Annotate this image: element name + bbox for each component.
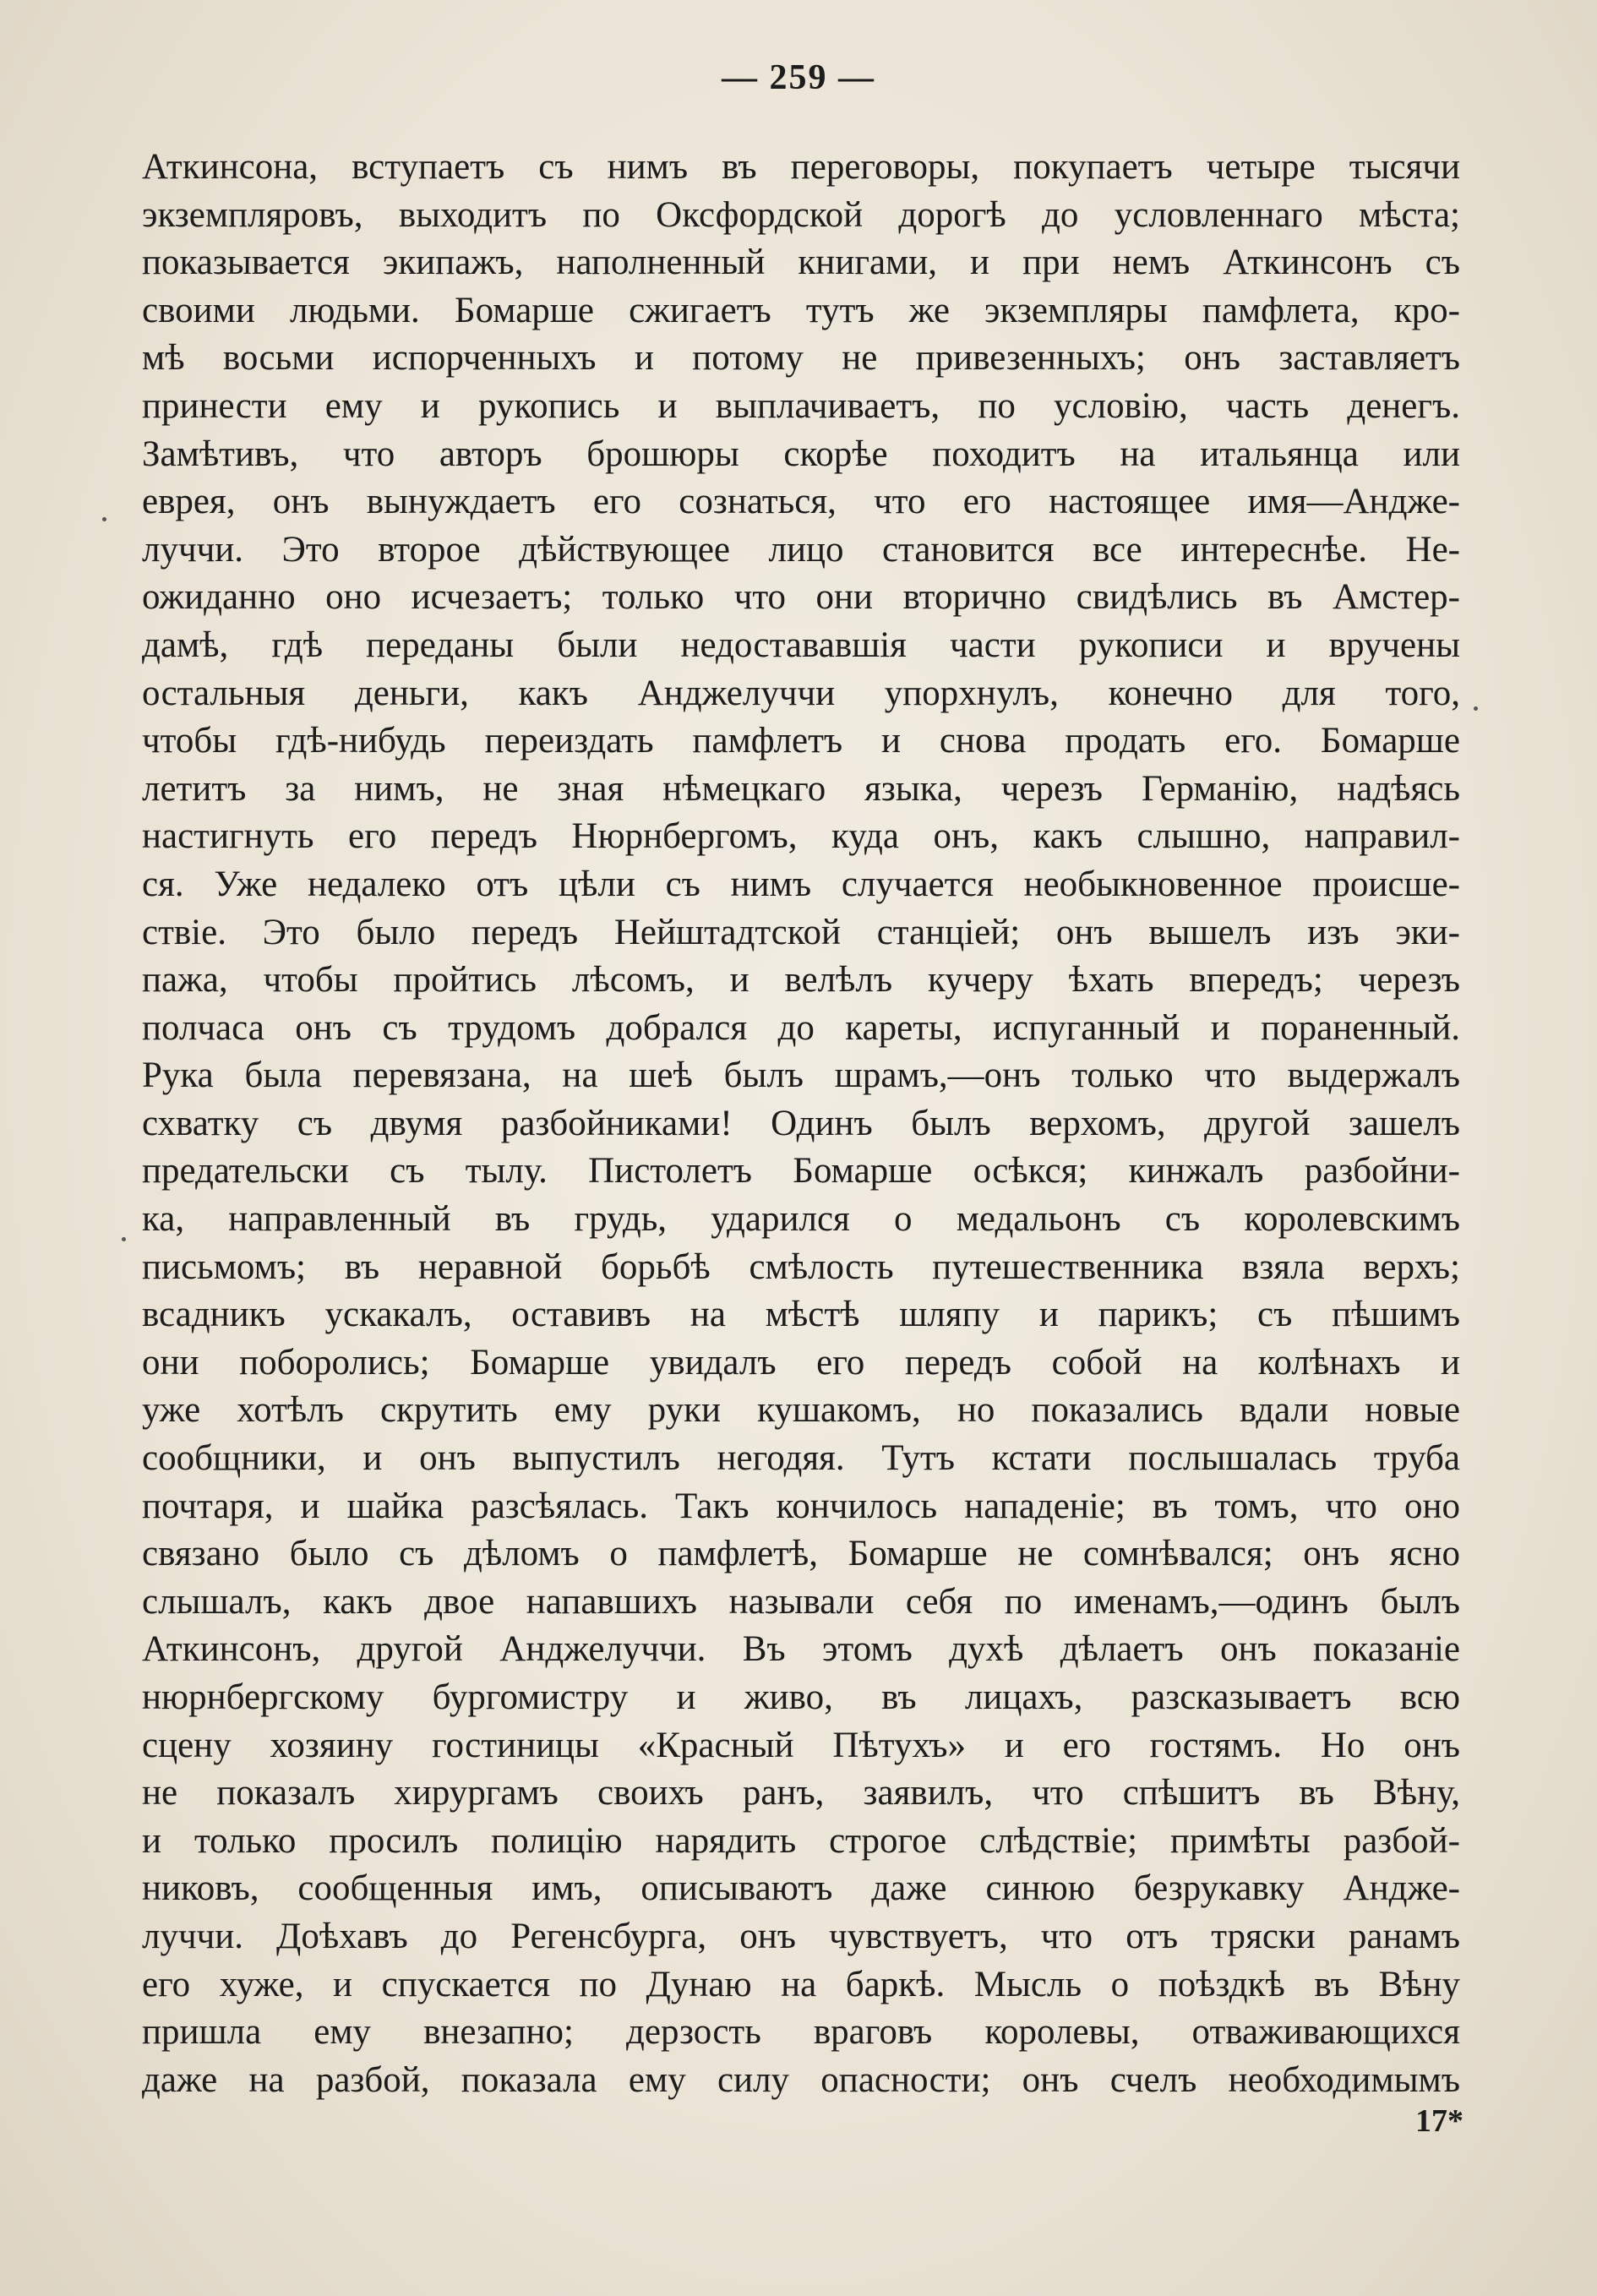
text-line: дамѣ, гдѣ переданы были недостававшія части рукописи и вручены [142,624,1460,665]
text-line: всадникъ ускакалъ, оставивъ на мѣстѣ шляпу и парикъ; съ пѣшимъ [142,1295,1460,1335]
text-line: Аткинсона, вступаетъ съ нимъ въ переговоры, покупаетъ четыре тысячи [142,147,1460,187]
text-line: принести ему и рукопись и выплачиваетъ, по условію, часть денегъ. [142,385,1460,426]
text-line: полчаса онъ съ трудомъ добрался до кареты, испуганный и пораненный. [142,1007,1460,1048]
text-line: и только просилъ полицію нарядить строгое слѣдствіе; примѣты разбой- [142,1820,1460,1861]
ink-speck [122,1237,126,1241]
text-line: письмомъ; въ неравной борьбѣ смѣлость путешественника взяла верхъ; [142,1246,1460,1287]
text-line: луччи. Доѣхавъ до Регенсбурга, онъ чувствуетъ, что отъ тряски ранамъ [142,1916,1460,1956]
text-line: ожиданно оно исчезаетъ; только что они вторично свидѣлись въ Амстер- [142,577,1460,618]
text-line: они поборолись; Бомарше увидалъ его передъ собой на колѣнахъ и [142,1342,1460,1383]
text-line: предательски съ тылу. Пистолетъ Бомарше осѣкся; кинжалъ разбойни- [142,1151,1460,1192]
text-line: показывается экипажъ, наполненный книгами, и при немъ Аткинсонъ съ [142,243,1460,283]
text-line: его хуже, и спускается по Дунаю на баркѣ. Мысль о поѣздкѣ въ Вѣну [142,1964,1460,2004]
text-line: летитъ за нимъ, не зная нѣмецкаго языка, черезъ Германію, надѣясь [142,768,1460,809]
text-line: схватку съ двумя разбойниками! Одинъ былъ верхомъ, другой зашелъ [142,1103,1460,1143]
text-line: ствіе. Это было передъ Нейштадтской станціей; онъ вышелъ изъ эки- [142,912,1460,952]
text-line: Рука была перевязана, на шеѣ былъ шрамъ,—онъ только что выдержалъ [142,1055,1460,1096]
text-line: остальныя деньги, какъ Анджелуччи упорхнулъ, конечно для того, [142,673,1460,713]
text-line: не показалъ хирургамъ своихъ ранъ, заявилъ, что спѣшитъ въ Вѣну, [142,1773,1460,1813]
text-line: ка, направленный въ грудь, ударился о медальонъ съ королевскимъ [142,1199,1460,1240]
text-line: нюрнбергскому бургомистру и живо, въ лицахъ, разсказываетъ всю [142,1677,1460,1717]
text-line: пажа, чтобы пройтись лѣсомъ, и велѣлъ кучеру ѣхать впередъ; черезъ [142,960,1460,1001]
text-line: ся. Уже недалеко отъ цѣли съ нимъ случается необыкновенное происше- [142,864,1460,904]
text-line: Аткинсонъ, другой Анджелуччи. Въ этомъ духѣ дѣлаетъ онъ показаніе [142,1629,1460,1670]
text-line: мѣ восьми испорченныхъ и потому не привезенныхъ; онъ заставляетъ [142,338,1460,379]
text-line: настигнуть его передъ Нюрнбергомъ, куда онъ, какъ слышно, направил- [142,816,1460,857]
text-line: связано было съ дѣломъ о памфлетѣ, Бомарше не сомнѣвался; онъ ясно [142,1534,1460,1574]
ink-speck [1474,706,1478,711]
text-line: сцену хозяину гостиницы «Красный Пѣтухъ» и его гостямъ. Но онъ [142,1725,1460,1765]
page-number: — 259 — [722,58,875,97]
text-line: слышалъ, какъ двое напавшихъ называли себя по именамъ,—одинъ былъ [142,1581,1460,1622]
text-line: еврея, онъ вынуждаетъ его сознаться, что его настоящее имя—Андже- [142,482,1460,522]
ink-speck [102,517,106,521]
text-line: никовъ, сообщенныя имъ, описываютъ даже синюю безрукавку Андже- [142,1868,1460,1909]
text-line: пришла ему внезапно; дерзость враговъ королевы, отваживающихся [142,2012,1460,2053]
text-line: даже на разбой, показала ему силу опасности; онъ счелъ необходимымъ [142,2059,1460,2100]
text-line: уже хотѣлъ скрутить ему руки кушакомъ, но показались вдали новые [142,1390,1460,1431]
text-line: почтаря, и шайка разсѣялась. Такъ кончилось нападеніе; въ томъ, что оно [142,1486,1460,1526]
text-line: чтобы гдѣ-нибудь переиздать памфлетъ и снова продать его. Бомарше [142,721,1460,761]
text-line: луччи. Это второе дѣйствующее лицо становится все интереснѣе. Не- [142,529,1460,570]
body-text [142,144,1460,2104]
text-line: Замѣтивъ, что авторъ брошюры скорѣе походитъ на итальянца или [142,434,1460,474]
text-line: экземпляровъ, выходитъ по Оксфордской дорогѣ до условленнаго мѣста; [142,194,1460,235]
signature-mark: 17* [1415,2103,1463,2139]
text-line: сообщники, и онъ выпустилъ негодяя. Тутъ кстати послышалась труба [142,1438,1460,1479]
text-line: своими людьми. Бомарше сжигаетъ тутъ же экземпляры памфлета, кро- [142,290,1460,330]
